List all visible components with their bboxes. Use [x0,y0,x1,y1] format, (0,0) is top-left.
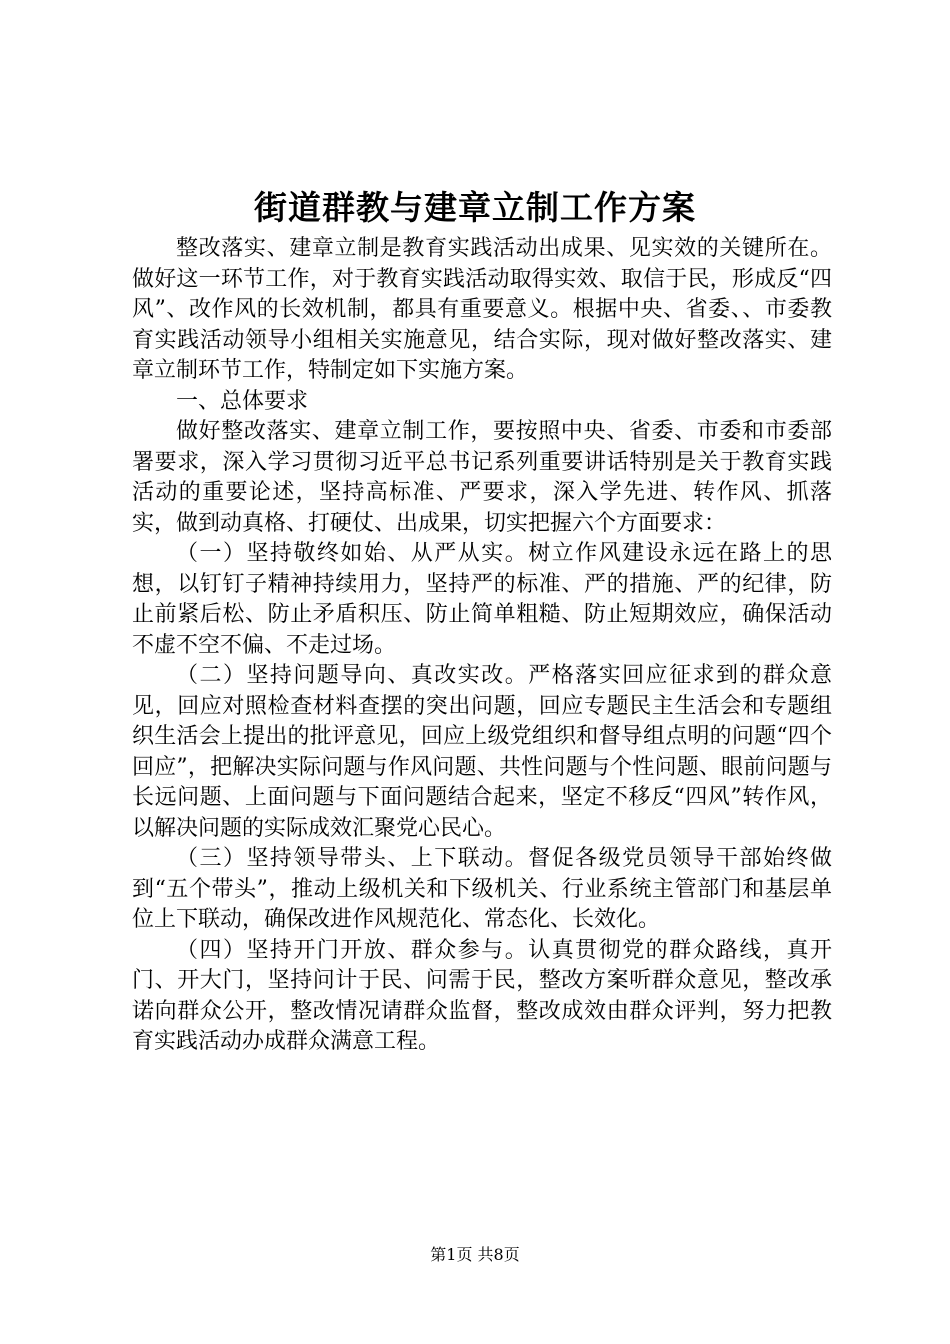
document-title: 街道群教与建章立制工作方案 [254,188,696,227]
item-2-paragraph: （二）坚持问题导向、真改实改。严格落实回应征求到的群众意见，回应对照检查材料查摆的突出问题，回应专题民主生活会和专题组织生活会上提出的批评意见，回应上级党组织和督导组点明的问题“四个回应”，把解决实际问题与作风问题、共性问题与个性问题、眼前问题与长远问题、上面问题与下面问题结合起来，坚定不移反“四风”转作风，以解决问题的实际成效汇聚党心民心。 [132,663,832,841]
item-3-paragraph: （三）坚持领导带头、上下联动。督促各级党员领导干部始终做到“五个带头”，推动上级机关和下级机关、行业系统主管部门和基层单位上下联动，确保改进作风规范化、常态化、长效化。 [132,846,832,932]
item-4-paragraph: （四）坚持开门开放、群众参与。认真贯彻党的群众路线，真开门、开大门，坚持问计于民、问需于民，整改方案听群众意见，整改承诺向群众公开，整改情况请群众监督，整改成效由群众评判，努力把教育实践活动办成群众满意工程。 [132,937,832,1054]
intro-paragraph: 整改落实、建章立制是教育实践活动出成果、见实效的关键所在。做好这一环节工作，对于教育实践活动取得实效、取信于民，形成反“四风”、改作风的长效机制，都具有重要意义。根据中央、省委、、市委教育实践活动领导小组相关实施意见，结合实际，现对做好整改落实、建章立制环节工作，特制定如下实施方案。 [132,236,832,383]
item-1-paragraph: （一）坚持敬终如始、从严从实。树立作风建设永远在路上的思想，以钉钉子精神持续用力，坚持严的标准、严的措施、严的纪律，防止前紧后松、防止矛盾积压、防止简单粗糙、防止短期效应，确保活动不虚不空不偏、不走过场。 [132,541,832,658]
page-footer: 第1页 共8页 [430,1245,520,1264]
section-heading: 一、总体要求 [176,388,309,414]
document-body [132,234,832,1058]
requirements-paragraph: 做好整改落实、建章立制工作，要按照中央、省委、市委和市委部署要求，深入学习贯彻习近平总书记系列重要讲话特别是关于教育实践活动的重要论述，坚持高标准、严要求，深入学先进、转作风、抓落实，做到动真格、打硬仗、出成果，切实把握六个方面要求： [132,419,832,536]
